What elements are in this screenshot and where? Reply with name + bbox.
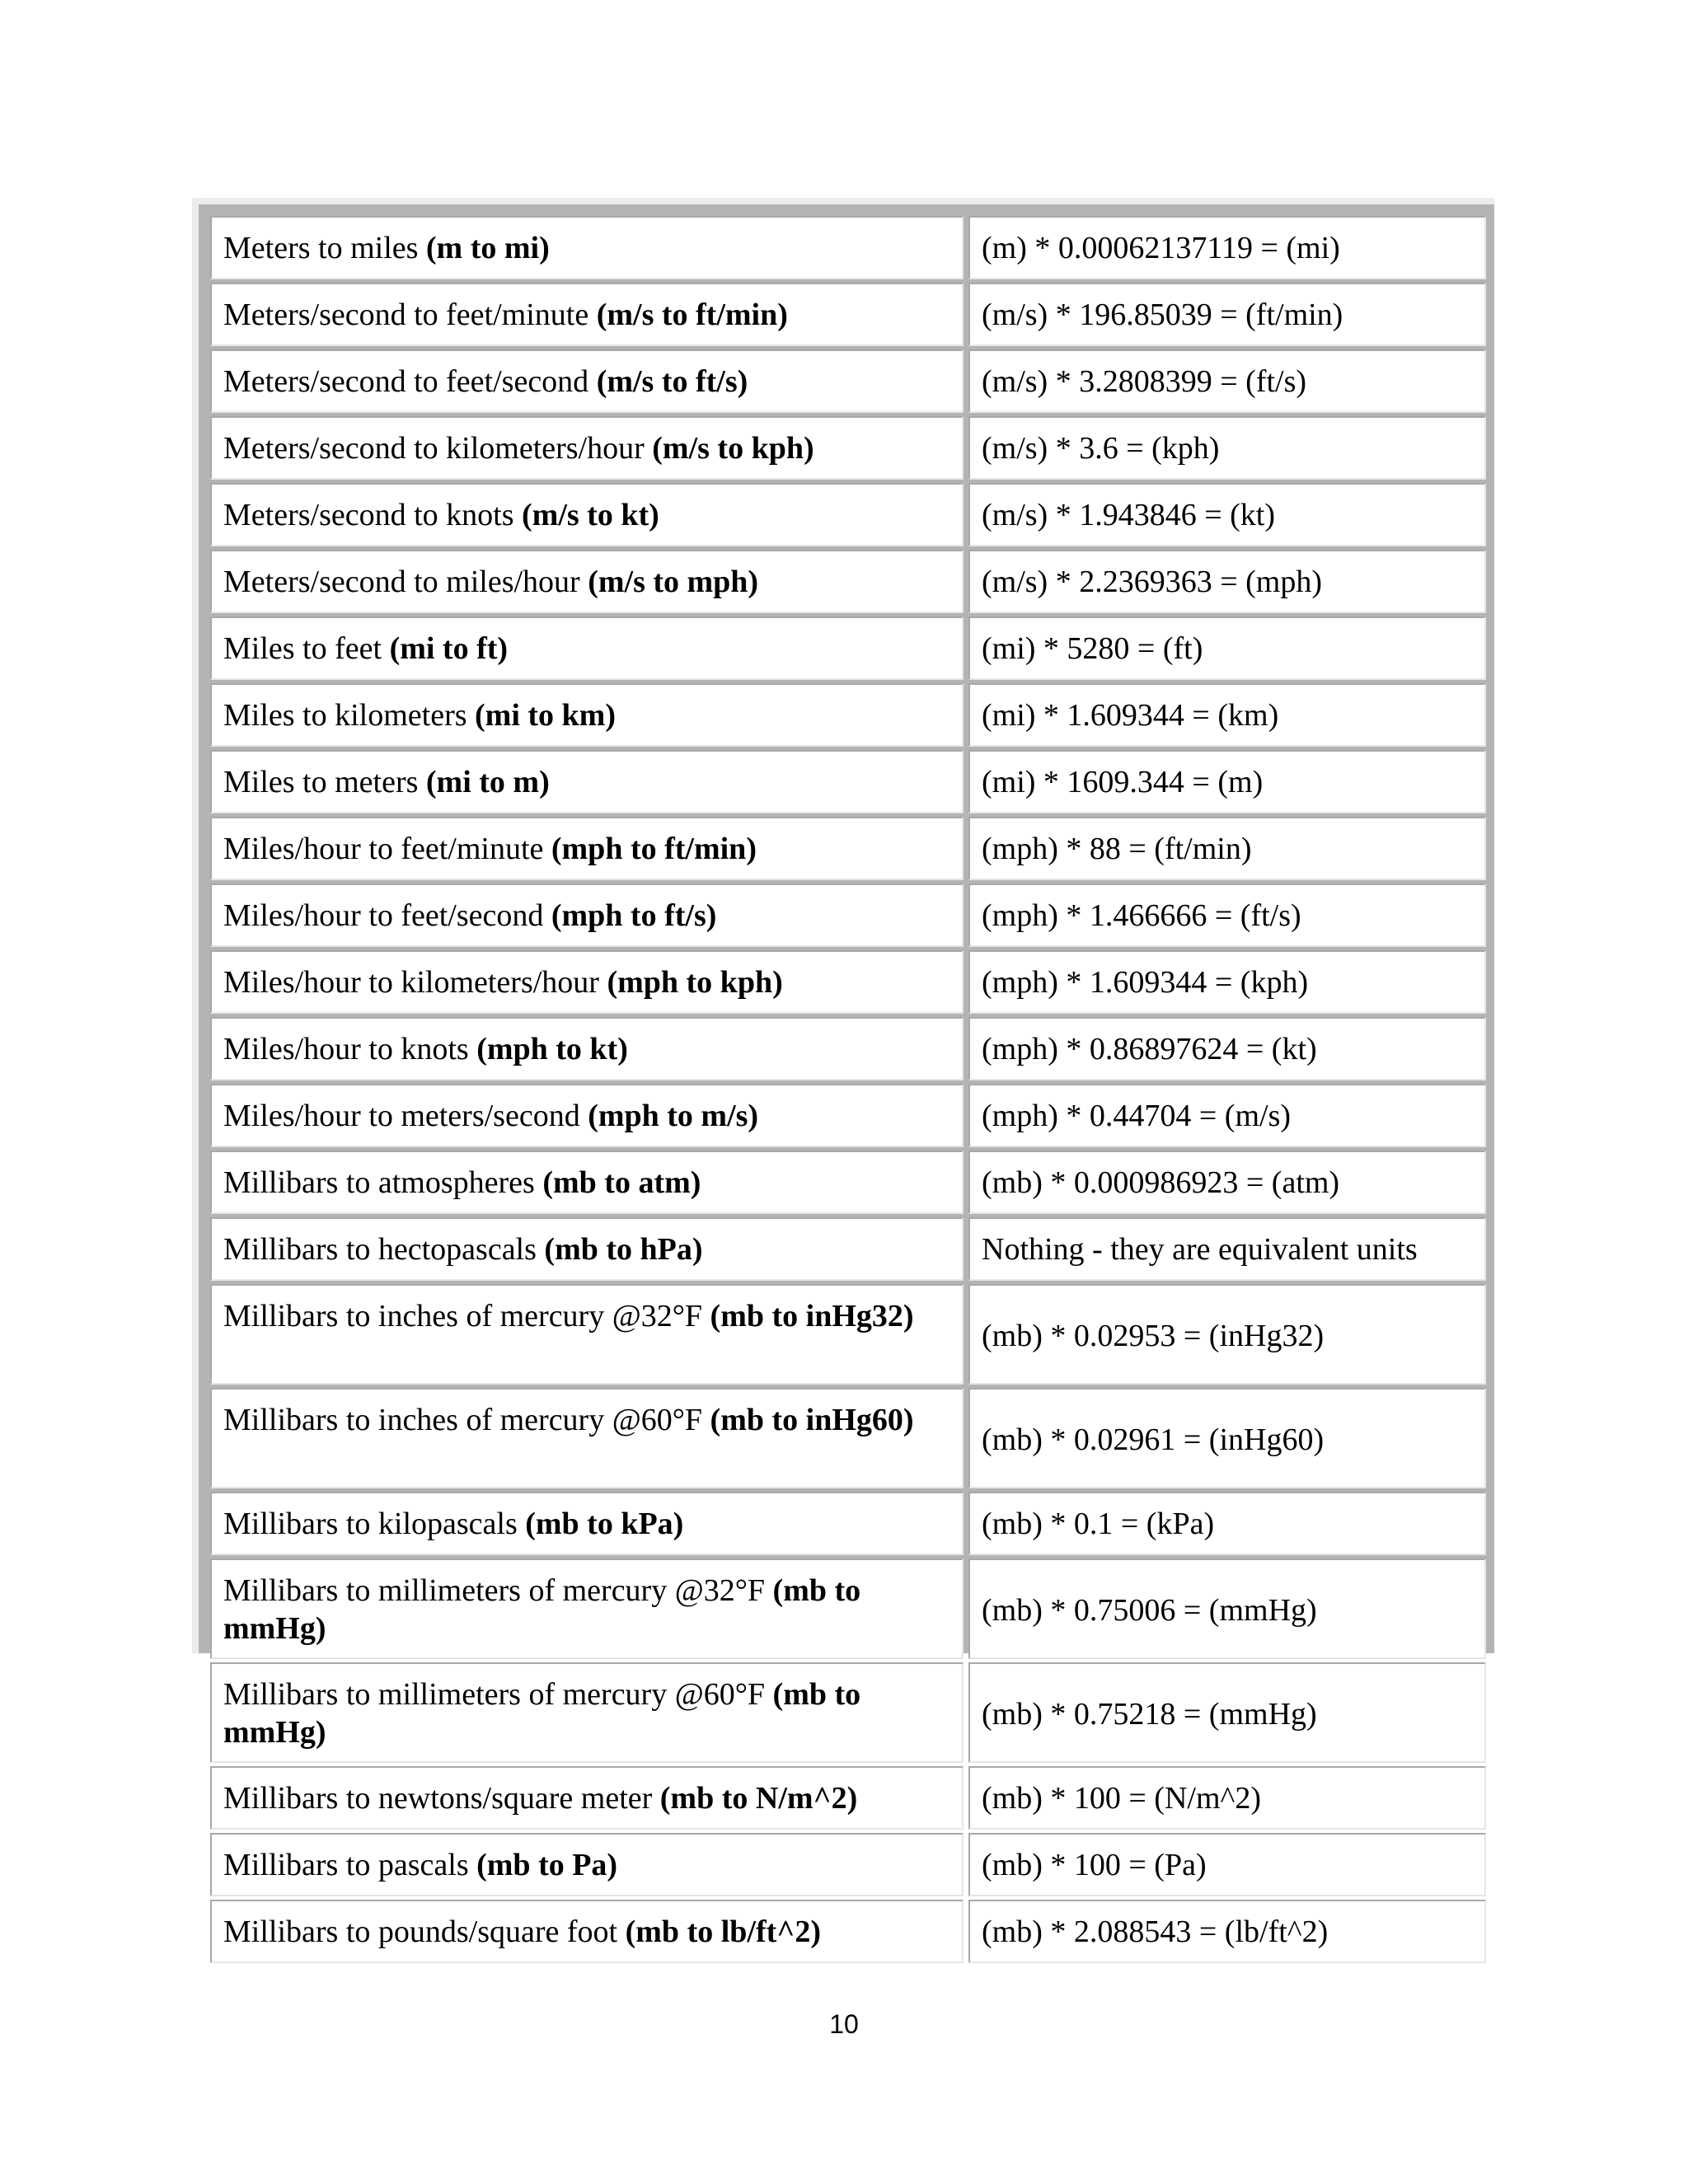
conversion-abbreviation: (mph to ft/min): [551, 831, 757, 866]
conversion-name-cell: [210, 1833, 964, 1896]
conversion-formula: (mb) * 0.1 = (kPa): [968, 1492, 1486, 1555]
conversion-name: [223, 563, 758, 601]
conversion-label: Millibars to inches of mercury @60°F: [223, 1403, 710, 1437]
conversion-abbreviation: (m/s to ft/min): [596, 297, 788, 332]
table-row: [210, 1492, 1486, 1555]
conversion-abbreviation: (mph to m/s): [588, 1098, 759, 1133]
conversion-name-cell: [210, 550, 964, 613]
conversion-formula: (mph) * 0.44704 = (m/s): [968, 1084, 1486, 1147]
table-row: [210, 483, 1486, 546]
conversion-name: [223, 363, 748, 401]
conversion-name: [223, 696, 616, 734]
conversion-name-cell: [210, 349, 964, 413]
conversion-name: [223, 1230, 703, 1268]
conversion-label: Millibars to newtons/square meter: [223, 1780, 660, 1816]
conversion-abbreviation: (mph to kph): [607, 964, 783, 1000]
conversion-formula: (mb) * 100 = (Pa): [968, 1833, 1486, 1896]
conversion-name-cell: [210, 683, 964, 747]
conversion-label: Millibars to kilopascals: [223, 1506, 526, 1541]
table-row: [210, 349, 1486, 413]
conversion-name-cell: [210, 1492, 964, 1555]
conversion-abbreviation: (m to mi): [425, 230, 550, 265]
conversion-label: Millibars to pascals: [223, 1847, 477, 1882]
conversion-name-cell: [210, 1662, 964, 1763]
conversion-table-body: [210, 216, 1486, 1966]
conversion-name-cell: [210, 1217, 964, 1281]
conversion-formula: (mb) * 0.02953 = (inHg32): [968, 1284, 1486, 1385]
conversion-abbreviation: (mb to N/m^2): [659, 1780, 858, 1816]
conversion-name: [223, 429, 814, 467]
conversion-name: [223, 1097, 758, 1135]
conversion-label: Miles/hour to knots: [223, 1031, 477, 1066]
conversion-name: [223, 1572, 950, 1647]
conversion-table: [192, 198, 1494, 1949]
table-row: [210, 1388, 1486, 1488]
conversion-label: Meters/second to miles/hour: [223, 564, 588, 599]
conversion-name-cell: [210, 817, 964, 880]
conversion-formula: (m/s) * 2.2369363 = (mph): [968, 550, 1486, 613]
conversion-label: Miles/hour to kilometers/hour: [223, 964, 607, 1000]
table-row: [210, 616, 1486, 680]
table-row: [210, 283, 1486, 346]
conversion-name-cell: [210, 483, 964, 546]
table-row: [210, 1833, 1486, 1896]
table-row: [210, 817, 1486, 880]
page-number: 10: [829, 2009, 859, 2039]
conversion-formula: (mb) * 2.088543 = (lb/ft^2): [968, 1900, 1486, 1963]
table-row: [210, 883, 1486, 947]
conversion-name: [223, 1846, 617, 1884]
conversion-abbreviation: (mb to mmHg): [223, 1573, 861, 1646]
conversion-label: Meters/second to feet/minute: [223, 297, 597, 332]
conversion-label: Millibars to millimeters of mercury @32°F: [223, 1573, 773, 1608]
conversion-name-cell: [210, 750, 964, 813]
conversion-name: [223, 1779, 857, 1817]
table-row: [210, 416, 1486, 480]
conversion-abbreviation: (mph to kt): [476, 1031, 628, 1066]
conversion-formula: (m/s) * 196.85039 = (ft/min): [968, 283, 1486, 346]
table-row: [210, 750, 1486, 813]
conversion-name-cell: [210, 1388, 964, 1488]
conversion-label: Miles to meters: [223, 764, 426, 799]
conversion-name: [223, 1164, 701, 1202]
conversion-name: [223, 963, 783, 1001]
conversion-formula: (mi) * 1609.344 = (m): [968, 750, 1486, 813]
conversion-formula: (mph) * 88 = (ft/min): [968, 817, 1486, 880]
conversion-formula: (m/s) * 3.6 = (kph): [968, 416, 1486, 480]
conversion-abbreviation: (m/s to ft/s): [596, 363, 748, 399]
conversion-label: Meters/second to feet/second: [223, 363, 597, 399]
conversion-name-cell: [210, 1558, 964, 1659]
conversion-label: Miles/hour to feet/minute: [223, 831, 551, 866]
conversion-abbreviation: (mb to kPa): [525, 1506, 684, 1541]
conversion-label: Millibars to pounds/square foot: [223, 1914, 626, 1949]
conversion-formula: (m/s) * 3.2808399 = (ft/s): [968, 349, 1486, 413]
conversion-name-cell: [210, 1284, 964, 1385]
conversion-formula: (mph) * 0.86897624 = (kt): [968, 1017, 1486, 1080]
conversion-abbreviation: (m/s to mph): [588, 564, 759, 599]
conversion-name-cell: [210, 1151, 964, 1214]
conversion-abbreviation: (mb to mmHg): [223, 1677, 861, 1750]
conversion-abbreviation: (mb to hPa): [544, 1231, 703, 1267]
conversion-name-cell: [210, 283, 964, 346]
conversion-formula: (mi) * 1.609344 = (km): [968, 683, 1486, 747]
table-row: [210, 683, 1486, 747]
conversion-formula: (mb) * 0.02961 = (inHg60): [968, 1388, 1486, 1488]
conversion-formula: (mb) * 0.000986923 = (atm): [968, 1151, 1486, 1214]
conversion-name: [223, 296, 788, 334]
table-row: [210, 1217, 1486, 1281]
conversion-name: [223, 830, 757, 868]
conversion-name: [223, 1401, 914, 1439]
table-row: [210, 1084, 1486, 1147]
table-row: [210, 1558, 1486, 1659]
table-row: [210, 216, 1486, 279]
table-row: [210, 950, 1486, 1014]
conversion-name-cell: [210, 950, 964, 1014]
table-row: [210, 1900, 1486, 1963]
conversion-name: [223, 496, 659, 534]
conversion-label: Millibars to atmospheres: [223, 1165, 543, 1200]
conversion-formula: (mb) * 100 = (N/m^2): [968, 1766, 1486, 1830]
table-row: [210, 1017, 1486, 1080]
conversion-abbreviation: (mi to m): [425, 764, 550, 799]
conversion-formula: (mb) * 0.75218 = (mmHg): [968, 1662, 1486, 1763]
conversion-name: [223, 1030, 628, 1068]
conversion-label: Meters/second to knots: [223, 497, 523, 532]
conversion-name-cell: [210, 216, 964, 279]
conversion-abbreviation: (mi to km): [475, 697, 616, 733]
conversion-formula: (m/s) * 1.943846 = (kt): [968, 483, 1486, 546]
conversion-name-cell: [210, 883, 964, 947]
conversion-formula: (mi) * 5280 = (ft): [968, 616, 1486, 680]
conversion-formula: (m) * 0.00062137119 = (mi): [968, 216, 1486, 279]
conversion-label: Miles/hour to feet/second: [223, 898, 551, 933]
conversion-label: Meters to miles: [223, 230, 426, 265]
conversion-abbreviation: (mb to Pa): [476, 1847, 618, 1882]
conversion-name: [223, 229, 550, 267]
conversion-abbreviation: (m/s to kt): [522, 497, 659, 532]
conversion-name-cell: [210, 1017, 964, 1080]
conversion-name: [223, 1297, 914, 1335]
conversion-abbreviation: (mph to ft/s): [551, 898, 717, 933]
conversion-label: Millibars to inches of mercury @32°F: [223, 1299, 710, 1333]
conversion-label: Miles/hour to meters/second: [223, 1098, 588, 1133]
table-row: [210, 1766, 1486, 1830]
conversion-name: [223, 897, 716, 935]
conversion-label: Miles to feet: [223, 630, 390, 666]
table-row: [210, 1662, 1486, 1763]
conversion-abbreviation: (mb to inHg32): [710, 1299, 914, 1333]
conversion-abbreviation: (mb to lb/ft^2): [625, 1914, 822, 1949]
table-row: [210, 1284, 1486, 1385]
conversion-formula: Nothing - they are equivalent units: [968, 1217, 1486, 1281]
conversion-abbreviation: (m/s to kph): [652, 430, 814, 466]
conversion-formula: (mph) * 1.609344 = (kph): [968, 950, 1486, 1014]
conversion-name: [223, 1675, 950, 1751]
conversion-abbreviation: (mb to inHg60): [710, 1403, 914, 1437]
conversion-label: Miles to kilometers: [223, 697, 476, 733]
table-row: [210, 550, 1486, 613]
conversion-name: [223, 763, 550, 801]
conversion-name-cell: [210, 1900, 964, 1963]
conversion-name-cell: [210, 416, 964, 480]
conversion-abbreviation: (mb to atm): [542, 1165, 701, 1200]
conversion-label: Meters/second to kilometers/hour: [223, 430, 653, 466]
conversion-formula: (mb) * 0.75006 = (mmHg): [968, 1558, 1486, 1659]
conversion-name-cell: [210, 1084, 964, 1147]
conversion-formula: (mph) * 1.466666 = (ft/s): [968, 883, 1486, 947]
conversion-abbreviation: (mi to ft): [389, 630, 509, 666]
conversion-name: [223, 630, 508, 668]
conversion-name: [223, 1913, 821, 1951]
conversion-name: [223, 1505, 683, 1543]
conversion-name-cell: [210, 1766, 964, 1830]
conversion-label: Millibars to millimeters of mercury @60°F: [223, 1677, 773, 1712]
conversion-name-cell: [210, 616, 964, 680]
table-row: [210, 1151, 1486, 1214]
conversion-label: Millibars to hectopascals: [223, 1231, 545, 1267]
